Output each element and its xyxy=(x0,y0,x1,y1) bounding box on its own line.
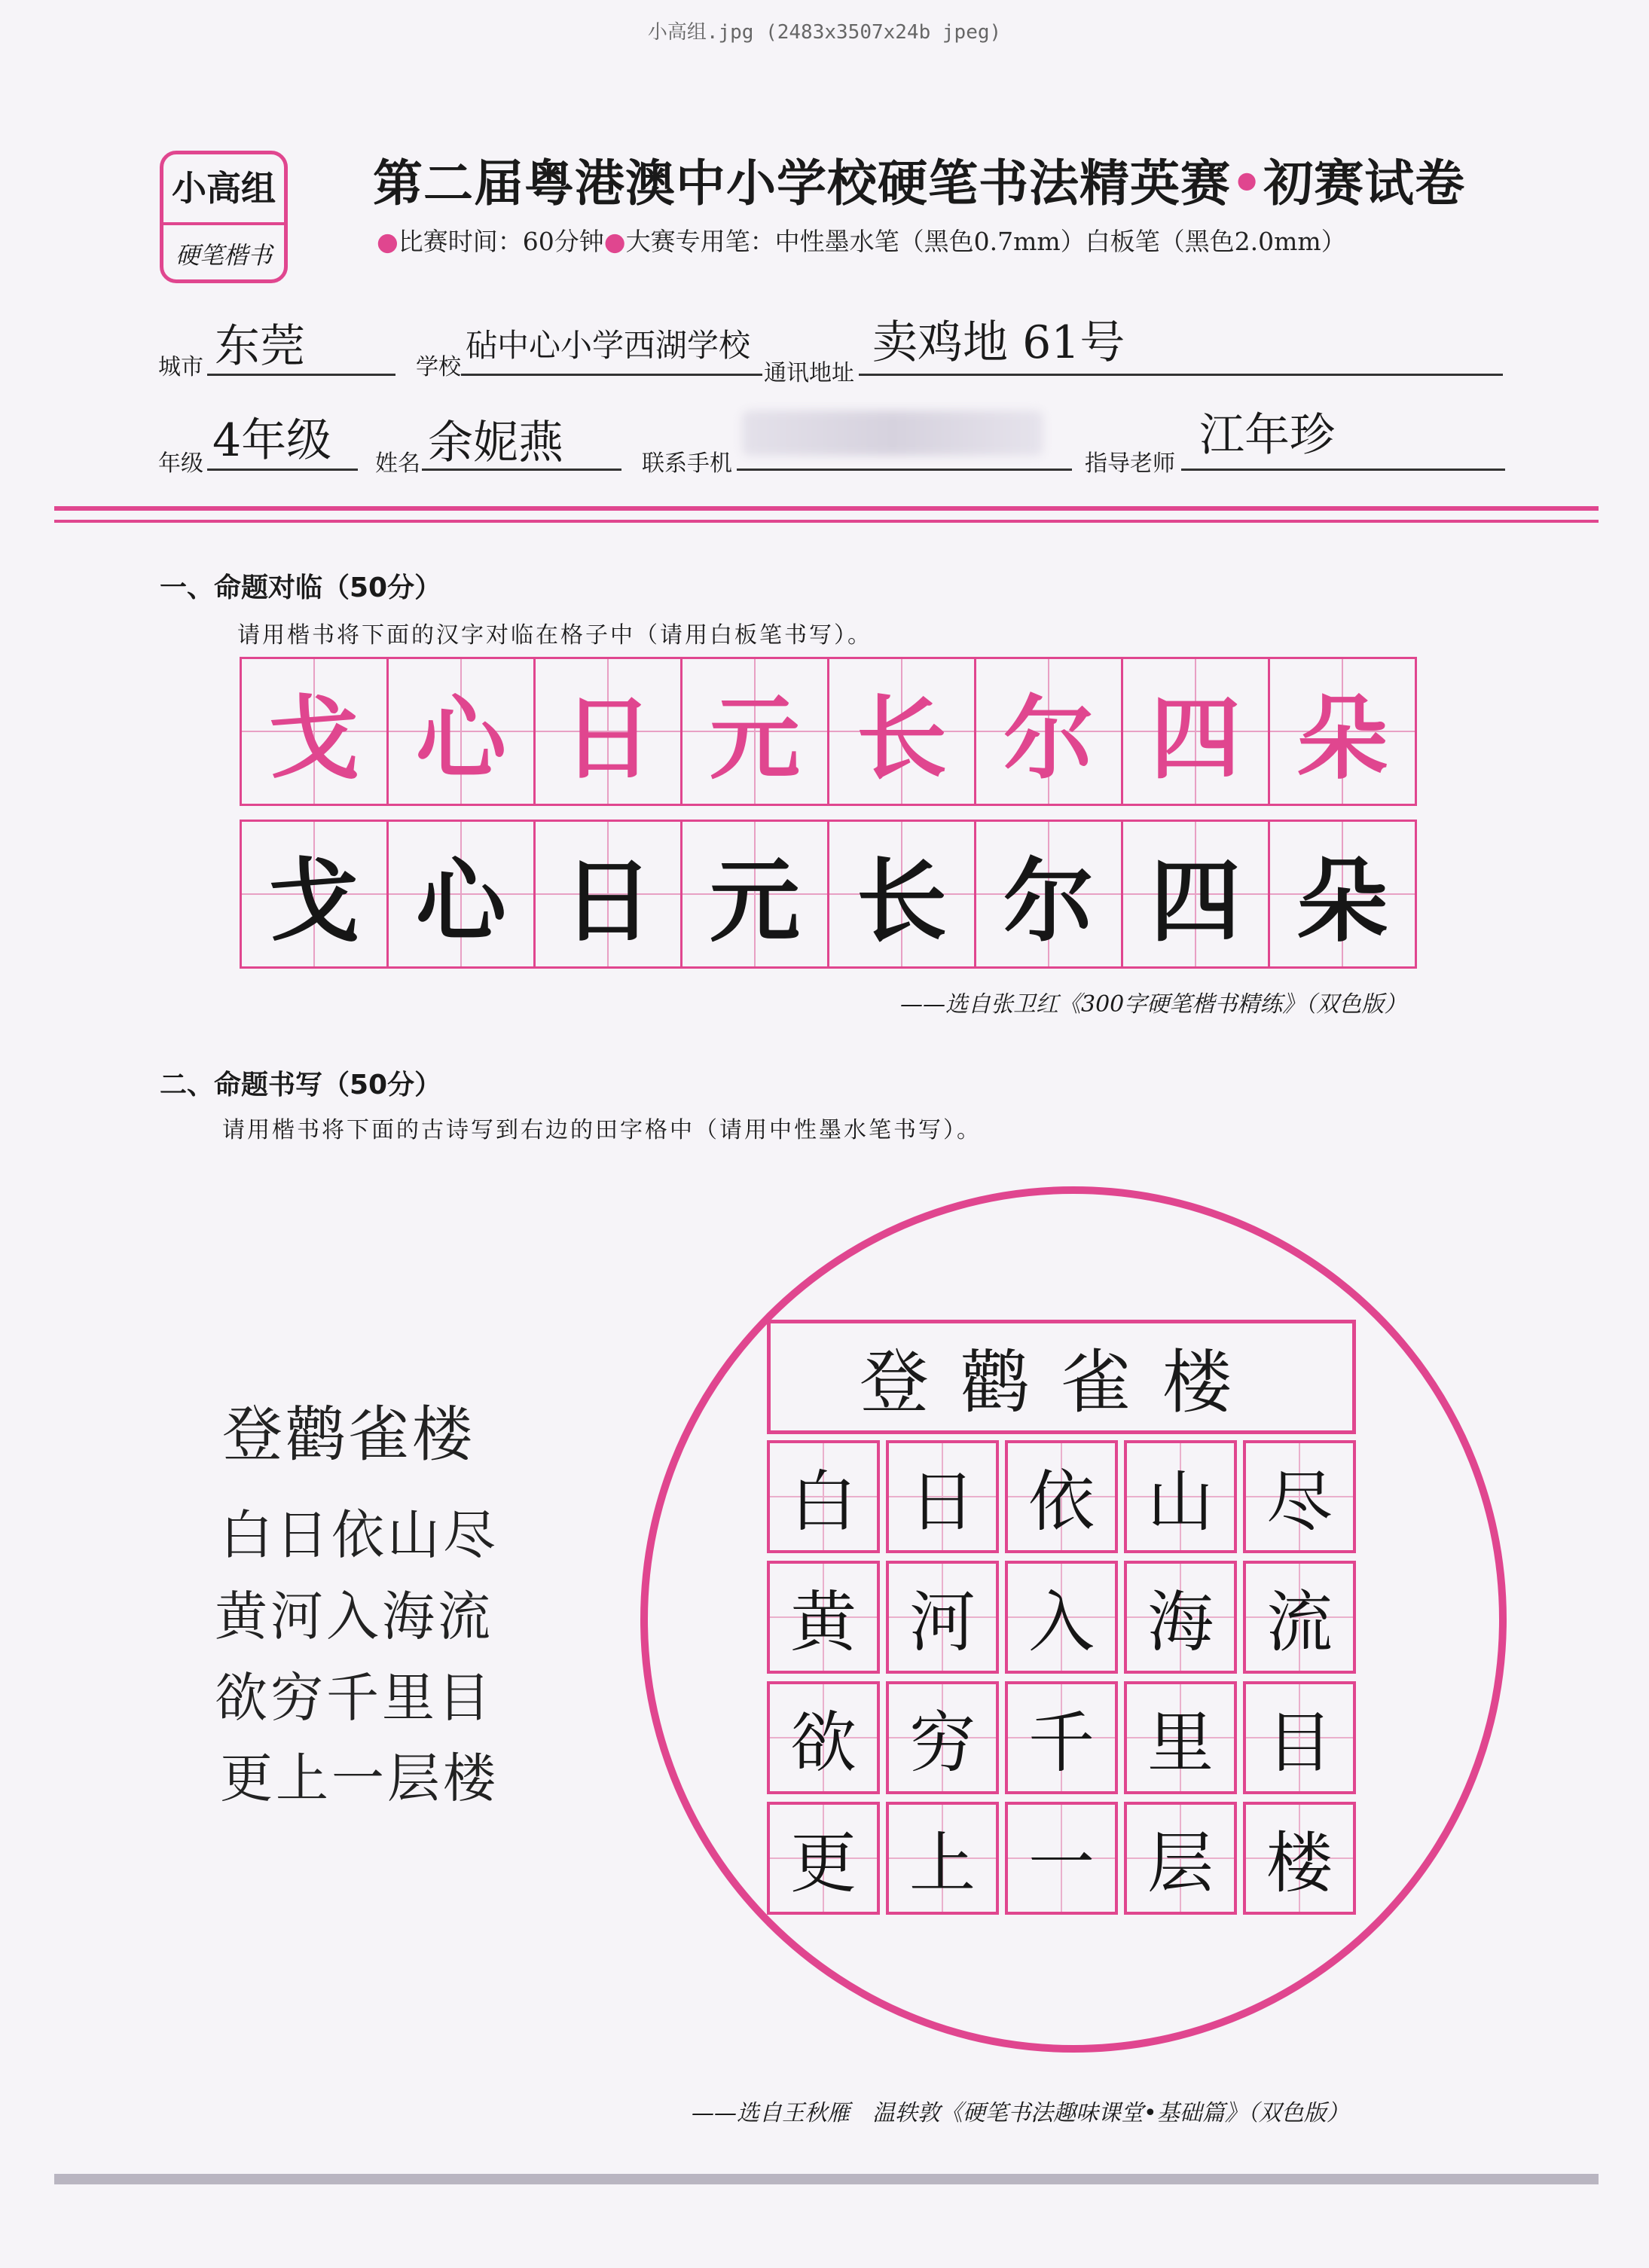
poem-cell xyxy=(1005,1681,1118,1794)
model-char: 朵 xyxy=(1297,687,1388,792)
city-underline xyxy=(207,374,395,376)
poem-cell xyxy=(767,1681,880,1794)
poem-cell xyxy=(1243,1561,1356,1674)
model-char: 日 xyxy=(563,687,653,792)
model-char: 长 xyxy=(857,687,947,792)
phone-redacted xyxy=(742,411,1043,456)
poem-char: 上 xyxy=(908,1824,976,1902)
poem-line-4: 更上一层楼 xyxy=(220,1748,499,1809)
poem-char: 流 xyxy=(1266,1583,1333,1661)
model-char-grid xyxy=(240,657,1417,806)
model-cell xyxy=(683,657,829,806)
model-cell xyxy=(389,657,536,806)
poem-cell xyxy=(1124,1681,1237,1794)
written-cell xyxy=(683,820,829,969)
model-cell xyxy=(1123,657,1270,806)
written-char: 戈 xyxy=(269,850,359,954)
written-poem-title: 登鹳雀楼 xyxy=(767,1320,1356,1434)
model-char: 心 xyxy=(416,687,506,792)
model-cell xyxy=(976,657,1123,806)
poem-cell xyxy=(767,1561,880,1674)
phone-underline xyxy=(737,469,1072,471)
written-cell xyxy=(536,820,683,969)
poem-cell xyxy=(1124,1802,1237,1915)
section1-heading: 一、命题对临（50分） xyxy=(160,572,442,603)
title-dot: • xyxy=(1231,154,1264,212)
poem-char: 白 xyxy=(789,1463,857,1540)
written-cell xyxy=(1123,820,1270,969)
section2-credit: ——选自王秋雁 温轶敦《硬笔书法趣味课堂•基础篇》（双色版） xyxy=(692,2100,1349,2126)
poem-char: 楼 xyxy=(1266,1824,1333,1902)
grade-underline xyxy=(207,469,358,471)
phone-label: 联系手机 xyxy=(642,450,732,477)
written-cell xyxy=(829,820,976,969)
section2-heading: 二、命题书写（50分） xyxy=(160,1070,442,1100)
exam-info xyxy=(377,222,1346,258)
file-info: 小高组.jpg (2483x3507x24b jpeg) xyxy=(647,21,1002,44)
poem-line-2: 黄河入海流 xyxy=(215,1586,493,1647)
poem-cell xyxy=(886,1681,999,1794)
poem-cell xyxy=(1005,1440,1118,1553)
poem-char: 欲 xyxy=(789,1704,857,1781)
model-char: 尔 xyxy=(1003,687,1094,792)
written-char: 心 xyxy=(416,850,506,954)
poem-line-1: 白日依山尽 xyxy=(220,1504,499,1566)
poem-char: 黄 xyxy=(789,1583,857,1661)
bullet-dot-2: ● xyxy=(603,227,626,256)
section2-instruction: 请用楷书将下面的古诗写到右边的田字格中（请用中性墨水笔书写）。 xyxy=(222,1117,982,1143)
badge-group-label: 小高组 xyxy=(163,154,284,225)
poem-cell xyxy=(767,1440,880,1553)
school-value: 砧中心小学西湖学校 xyxy=(466,327,751,364)
poem-cell xyxy=(1005,1802,1118,1915)
poem-cell xyxy=(886,1802,999,1915)
poem-char: 穷 xyxy=(908,1704,976,1781)
poem-char: 山 xyxy=(1147,1463,1214,1540)
poem-char: 更 xyxy=(789,1824,857,1902)
written-char-grid xyxy=(240,820,1417,969)
poem-char: 河 xyxy=(908,1583,976,1661)
school-label: 学校 xyxy=(416,354,461,380)
poem-title: 登鹳雀楼 xyxy=(222,1400,475,1470)
written-cell xyxy=(976,820,1123,969)
name-label: 姓名 xyxy=(375,450,420,477)
teacher-label: 指导老师 xyxy=(1085,450,1175,477)
model-char: 四 xyxy=(1150,687,1241,792)
group-badge xyxy=(160,151,288,283)
address-label: 通讯地址 xyxy=(764,360,854,386)
model-char: 戈 xyxy=(269,687,359,792)
teacher-underline xyxy=(1181,469,1505,471)
section1-credit: ——选自张卫红《300字硬笔楷书精练》（双色版） xyxy=(900,991,1407,1018)
poem-char: 层 xyxy=(1147,1824,1214,1902)
poem-char: 依 xyxy=(1028,1463,1095,1540)
poem-answer-grid xyxy=(767,1440,1356,1915)
school-underline xyxy=(461,374,762,376)
model-cell xyxy=(536,657,683,806)
address-value: 卖鸡地 61号 xyxy=(872,316,1125,369)
written-char: 日 xyxy=(563,850,653,954)
divider-rule-top xyxy=(54,506,1599,511)
written-char: 长 xyxy=(857,850,947,954)
written-cell xyxy=(389,820,536,969)
poem-char: 一 xyxy=(1028,1824,1095,1902)
city-label: 城市 xyxy=(158,354,203,380)
poem-char: 尽 xyxy=(1266,1463,1333,1540)
poem-char: 千 xyxy=(1028,1704,1095,1781)
poem-cell xyxy=(1243,1681,1356,1794)
exam-time: 比赛时间：60分钟 xyxy=(398,227,604,256)
title-main: 第二届粤港澳中小学校硬笔书法精英赛 xyxy=(373,154,1231,212)
poem-cell xyxy=(1005,1561,1118,1674)
model-cell xyxy=(829,657,976,806)
written-char: 元 xyxy=(710,850,800,954)
name-value: 余妮燕 xyxy=(428,417,563,469)
address-underline xyxy=(859,374,1503,376)
poem-cell xyxy=(1243,1440,1356,1553)
poem-char: 海 xyxy=(1147,1583,1214,1661)
bullet-dot-1: ● xyxy=(377,227,399,256)
badge-style-label: 硬笔楷书 xyxy=(175,241,272,270)
poem-cell xyxy=(886,1561,999,1674)
bottom-bar xyxy=(54,2174,1599,2184)
city-value: 东莞 xyxy=(215,320,305,373)
model-cell xyxy=(242,657,389,806)
section1-instruction: 请用楷书将下面的汉字对临在格子中（请用白板笔书写）。 xyxy=(237,622,872,649)
divider-rule-bottom xyxy=(54,520,1599,523)
grade-value: 4年级 xyxy=(212,414,332,467)
written-char: 朵 xyxy=(1297,850,1388,954)
written-char: 尔 xyxy=(1003,850,1094,954)
poem-cell xyxy=(886,1440,999,1553)
poem-char: 入 xyxy=(1028,1583,1095,1661)
poem-cell xyxy=(1124,1440,1237,1553)
poem-cell xyxy=(1124,1561,1237,1674)
poem-cell xyxy=(767,1802,880,1915)
exam-pens: 大赛专用笔：中性墨水笔（黑色0.7mm）白板笔（黑色2.0mm） xyxy=(625,227,1346,256)
poem-line-3: 欲穷千里目 xyxy=(215,1667,493,1729)
poem-char: 目 xyxy=(1266,1704,1333,1781)
model-cell xyxy=(1270,657,1417,806)
model-char: 元 xyxy=(710,687,800,792)
poem-char: 日 xyxy=(908,1463,976,1540)
teacher-value: 江年珍 xyxy=(1199,409,1335,462)
written-cell xyxy=(242,820,389,969)
title-sub: 初赛试卷 xyxy=(1263,154,1466,212)
poem-cell xyxy=(1243,1802,1356,1915)
grade-label: 年级 xyxy=(158,450,203,477)
poem-char: 里 xyxy=(1147,1704,1214,1781)
page-title xyxy=(373,143,1465,215)
written-cell xyxy=(1270,820,1417,969)
written-char: 四 xyxy=(1150,850,1241,954)
